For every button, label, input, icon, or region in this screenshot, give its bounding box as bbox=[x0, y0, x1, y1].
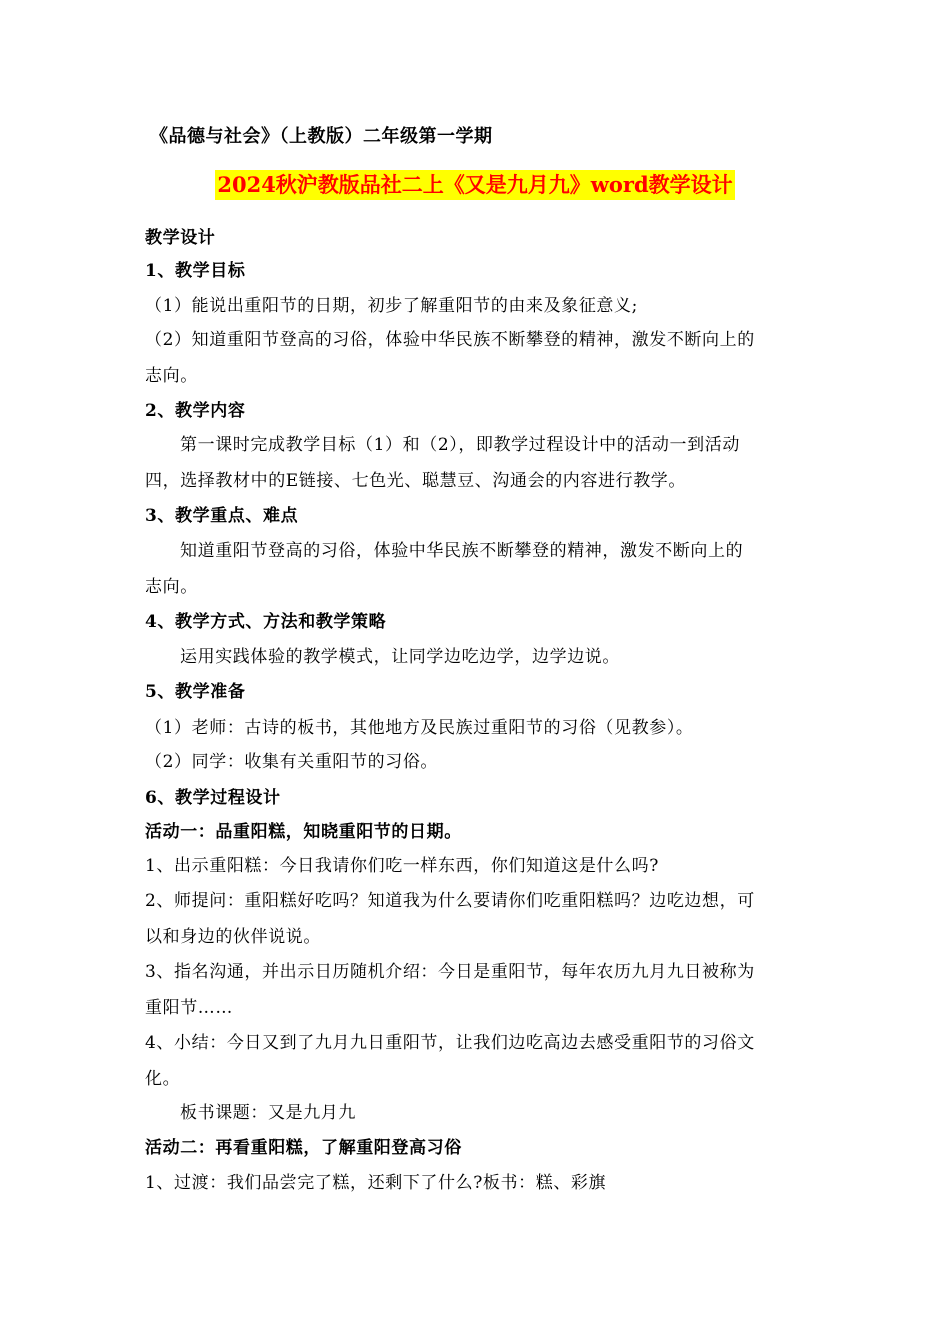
paragraph-line: 第一课时完成教学目标（1）和（2），即教学过程设计中的活动一到活动 bbox=[180, 435, 740, 455]
document-title: 2024秋沪教版品社二上《又是九月九》word教学设计 bbox=[215, 170, 734, 200]
section-heading: 3、教学重点、难点 bbox=[145, 506, 299, 526]
paragraph-line: 运用实践体验的教学模式，让同学边吃边学，边学边说。 bbox=[180, 647, 620, 667]
paragraph-line: 化。 bbox=[145, 1069, 181, 1089]
title-container bbox=[0, 170, 950, 200]
paragraph-line: 3、指名沟通，并出示日历随机介绍：今日是重阳节，每年农历九月九日被称为 bbox=[145, 962, 755, 982]
section-heading: 活动一：品重阳糕，知晓重阳节的日期。 bbox=[145, 822, 462, 842]
paragraph-line: 板书课题：又是九月九 bbox=[180, 1103, 356, 1123]
paragraph-line: 以和身边的伙伴说说。 bbox=[145, 927, 321, 947]
section-heading: 2、教学内容 bbox=[145, 401, 246, 421]
section-heading: 1、教学目标 bbox=[145, 261, 246, 281]
section-heading: 活动二：再看重阳糕，了解重阳登高习俗 bbox=[145, 1138, 462, 1158]
paragraph-line: （2）同学：收集有关重阳节的习俗。 bbox=[145, 752, 439, 772]
paragraph-line: 知道重阳节登高的习俗，体验中华民族不断攀登的精神，激发不断向上的 bbox=[180, 541, 744, 561]
paragraph-line: （1）老师：古诗的板书，其他地方及民族过重阳节的习俗（见教参）。 bbox=[145, 718, 694, 738]
paragraph-line: （2）知道重阳节登高的习俗，体验中华民族不断攀登的精神，激发不断向上的 bbox=[145, 330, 755, 350]
document-subtitle: 《品德与社会》（上教版）二年级第一学期 bbox=[150, 126, 493, 147]
paragraph-line: （1）能说出重阳节的日期，初步了解重阳节的由来及象征意义; bbox=[145, 296, 638, 316]
paragraph-line: 1、出示重阳糕：今日我请你们吃一样东西，你们知道这是什么吗? bbox=[145, 856, 659, 876]
paragraph-line: 志向。 bbox=[145, 366, 198, 386]
section-heading: 6、教学过程设计 bbox=[145, 788, 281, 808]
paragraph-line: 1、过渡：我们品尝完了糕，还剩下了什么?板书：糕、彩旗 bbox=[145, 1173, 607, 1193]
paragraph-line: 志向。 bbox=[145, 577, 198, 597]
section-heading: 教学设计 bbox=[145, 228, 216, 248]
section-heading: 5、教学准备 bbox=[145, 682, 246, 702]
paragraph-line: 2、师提问：重阳糕好吃吗？知道我为什么要请你们吃重阳糕吗？边吃边想，可 bbox=[145, 891, 755, 911]
paragraph-line: 重阳节…… bbox=[145, 998, 233, 1018]
section-heading: 4、教学方式、方法和教学策略 bbox=[145, 612, 387, 632]
paragraph-line: 四，选择教材中的E链接、七色光、聪慧豆、沟通会的内容进行教学。 bbox=[145, 471, 687, 491]
paragraph-line: 4、小结：今日又到了九月九日重阳节，让我们边吃高边去感受重阳节的习俗文 bbox=[145, 1033, 755, 1053]
